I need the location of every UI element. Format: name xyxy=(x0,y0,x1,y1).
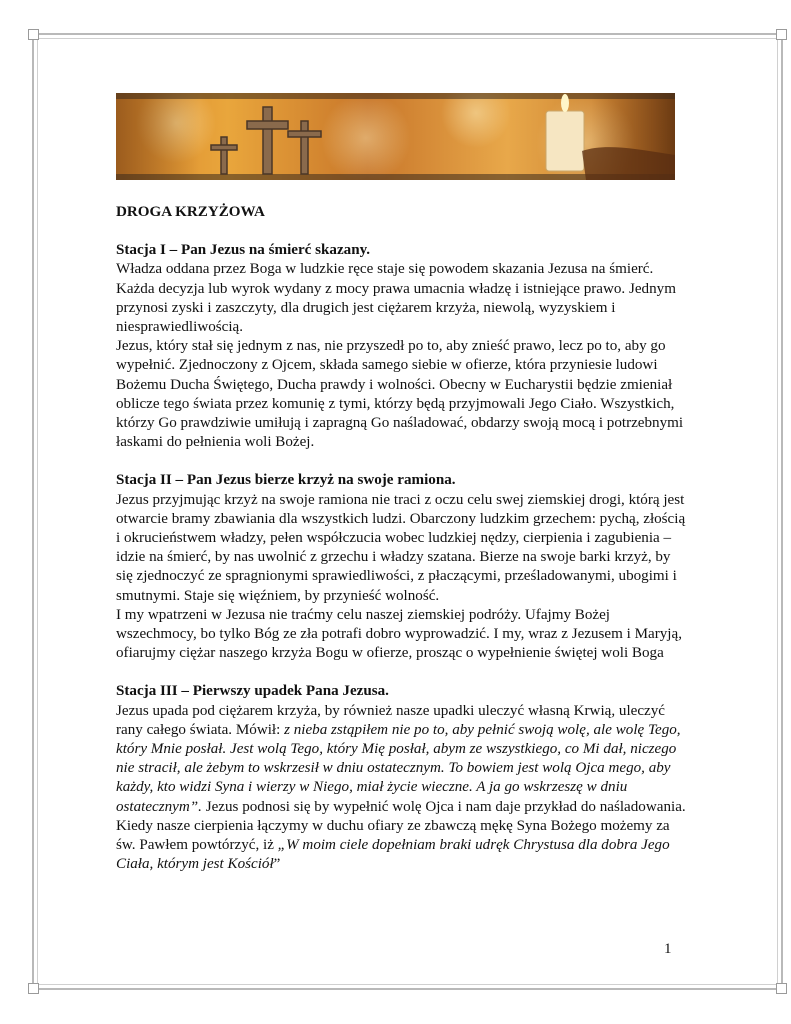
station-2-paragraph-1: Jezus przyjmując krzyż na swoje ramiona nie traci z oczu celu swej ziemskiej drogi, którą jest otwarcie bramy zbawiania dla wszystkich ludzi. Obarczony ludzkim grzechem: pychą, złością i okrucieństwem władzy, pełen współczucia wobec ludzkiej nędzy, cierpienia i zagubienia – idzie na śmierć, by nas uwolnić z grzechu i władzy szatana. Bierze na swoje barki krzyż, by się zjednoczyć ze spragnionymi sprawiedliwości, z płaczącymi, prześladowanymi, ubogimi i smutnymi. Staje się więźniem, by przynieść wolność. xyxy=(116,491,686,604)
station-1-paragraph-2: Jezus, który stał się jednym z nas, nie przyszedł po to, aby znieść prawo, lecz po to, aby go wypełnić. Zjednoczony z Ojcem, składa samego siebie w ofierze, która przyniesie ludowi Bożemu Ducha Świętego, Ducha prawdy i wolności. Obecny w Eucharystii będzie zmieniał oblicze tego świata przez komunię z tymi, którzy będą przyjmowali Jego Ciało. Wszystkich, którzy Go prawdziwie umiłują i zapragną Go naśladować, obdarzy swoją mocą i potrzebnymi łaskami do pełnienia woli Bożej. xyxy=(116,338,684,451)
station-3-paragraph xyxy=(116,702,686,875)
corner-ornament-top-right xyxy=(776,29,787,40)
station-3-heading: Stacja III – Pierwszy upadek Pana Jezusa. xyxy=(116,683,389,700)
corner-ornament-bottom-left xyxy=(28,983,39,994)
document-title: DROGA KRZYŻOWA xyxy=(116,204,265,220)
station-3-quote-1: z nieba zstąpiłem nie po to, aby pełnić swoją wolę, ale wolę Tego, który Mnie posłał. Jest wolą Tego, który Mię posłał, abym ze wszystkiego, co Mi dał, niczego nie stracił, ale żebym to wskrzesił w dniu ostatecznym. To bowiem jest wolą Ojca mego, aby każdy, kto widzi Syna i wierzy w Niego, miał życie wieczne. A ja go wskrzeszę w dniu ostatecznym”. xyxy=(116,721,681,815)
corner-ornament-bottom-right xyxy=(776,983,787,994)
crosses-and-candle-banner xyxy=(116,93,675,180)
page-number: 1 xyxy=(664,941,672,957)
station-1-heading: Stacja I – Pan Jezus na śmierć skazany. xyxy=(116,242,371,259)
corner-ornament-top-left xyxy=(28,29,39,40)
station-3-text-2: Jezus podnosi się by wypełnić wolę Ojca i nam daje przykład do naśladowania. Kiedy nasze cierpienia łączymy w duchu ofiary ze zbawczą mękę Syna Bożego możemy za św. Pawłem powtórzyć, iż xyxy=(116,798,686,854)
station-3-quote-2: „W moim ciele dopełniam braki udręk Chrystusa dla dobra Jego Ciała, którym jest Kościół xyxy=(116,837,670,873)
station-3-text-1: Jezus upada pod ciężarem krzyża, by również nasze upadki uleczyć własną Krwią, uleczyć rany całego świata. Mówił: xyxy=(116,702,665,738)
station-2-heading: Stacja II – Pan Jezus bierze krzyż na swoje ramiona. xyxy=(116,472,456,489)
document-body xyxy=(116,203,686,875)
station-1-paragraph-1: Władza oddana przez Boga w ludzkie ręce staje się powodem skazania Jezusa na śmierć. Każda decyzja lub wyrok wydany z mocy prawa umacnia władzę i istniejące prawo. Jednym przynosi zyski i zaszczyty, dla drugich jest ciężarem krzyża, niewolą, wyzyskiem i niesprawiedliwością. xyxy=(116,261,676,336)
station-2-paragraph-2: I my wpatrzeni w Jezusa nie traćmy celu naszej ziemskiej podróży. Ufajmy Bożej wszechmocy, bo tylko Bóg ze zła potrafi dobro wyprowadzić. I my, wraz z Jezusem i Maryją, ofiarujmy ciężar naszego krzyża Bogu w ofierze, prosząc o wypełnienie świętej woli Boga xyxy=(116,606,682,662)
station-3-text-3: ” xyxy=(273,856,281,873)
banner-image xyxy=(116,93,675,180)
